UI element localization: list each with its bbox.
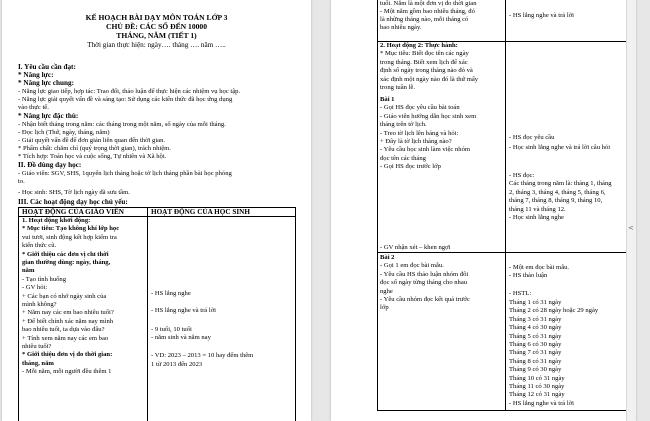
text-line: - HS đọc: bbox=[509, 172, 535, 179]
text-line: Tháng 10 có 31 ngày bbox=[509, 374, 565, 382]
section-requirements: I. Yêu cầu cần đạt: bbox=[18, 63, 76, 71]
text-line: + Năm nay các em bao nhiêu tuổi? bbox=[22, 309, 114, 317]
text-line: tuổi. Năm là một đơn vị đo thời gian bbox=[380, 0, 477, 7]
text-line: nhiêu tuổi? bbox=[22, 343, 52, 350]
text-line: * Giới thiệu đơn vị đo thời gian: bbox=[22, 351, 113, 359]
text-line: tháng 11 và tháng 12. bbox=[509, 205, 566, 213]
text-line: - Năng lực giải quyết vấn đề và sáng tạo: Sử dụng các kiến thức đã học ứng dụng bbox=[18, 96, 233, 103]
text-line: - Năng lực giao tiếp, hợp tác: Trao đổi, thảo luận để thực hiện các nhiệm vụ học tập. bbox=[18, 88, 241, 95]
text-line: Tháng 2 có 28 ngày hoặc 29 ngày bbox=[509, 307, 599, 315]
text-line: - Gọi 1 em đọc bài mẫu. bbox=[380, 262, 444, 270]
text-line: - Mỗi năm, mỗi người đều thêm 1 bbox=[22, 368, 112, 376]
topic-title: CHỦ ĐỀ: CÁC SỐ ĐẾN 10000 bbox=[105, 22, 208, 31]
text-line: - GV hỏi: bbox=[22, 284, 48, 292]
table-divider bbox=[505, 0, 506, 411]
text-line: trong tuần lễ. bbox=[380, 84, 415, 91]
text-line: - năm sinh và năm nay bbox=[151, 334, 211, 341]
text-line: - HSTL: bbox=[509, 290, 532, 297]
text-line: Tháng 8 có 31 ngày bbox=[509, 357, 562, 365]
text-line: tháng 7, tháng 8, tháng 9, tháng 10, bbox=[509, 197, 603, 205]
section-activities: III. Các hoạt động dạy học chủ yếu: bbox=[18, 198, 128, 206]
text-line: vui tươi, sinh động kết hợp kiểm tra bbox=[22, 233, 117, 241]
text-line: Các tháng trong năm là: tháng 1, tháng bbox=[509, 180, 612, 188]
text-line: kiến thức cũ. bbox=[22, 242, 57, 250]
text-line: 2. Hoạt động 2: Thực hành: bbox=[380, 42, 458, 49]
text-line: - Nhận biết tháng trong năm: các tháng trong một năm, số ngày của mỗi tháng. bbox=[18, 121, 226, 128]
text-line: 2, tháng 3, tháng 4, tháng 5, tháng 6, bbox=[509, 188, 606, 196]
lesson-title: KẾ HOẠCH BÀI DẠY MÔN TOÁN LỚP 3 bbox=[85, 13, 228, 22]
text-line: - HS lắng nghe và trả lời bbox=[151, 307, 217, 314]
text-line: - HS thảo luận bbox=[509, 272, 548, 280]
text-line: tháng trên tờ lịch. bbox=[380, 121, 427, 129]
section-materials: II. Đồ dùng dạy học: bbox=[18, 161, 82, 169]
text-line: là những tháng nào, mỗi tháng có bbox=[380, 16, 469, 23]
text-line: - Gọi HS đọc yêu cầu bài toán bbox=[380, 104, 460, 112]
heading-nl-dac-thu: * Năng lực đặc thù: bbox=[18, 112, 79, 120]
text-line: * Tích hợp: Toán học và cuộc sống, Tự nhiên và Xã hội. bbox=[18, 153, 167, 160]
text-line: bao nhiêu tuổi, ta dựa vào đâu? bbox=[22, 326, 105, 334]
text-line: Tháng 6 có 30 ngày bbox=[509, 341, 562, 348]
text-line: * Mục tiêu: Tạo không khí lớp học bbox=[22, 225, 120, 233]
text-line: Tháng 3 có 31 ngày bbox=[509, 315, 562, 323]
text-line: gian thường dùng: ngày, tháng, bbox=[22, 259, 111, 266]
text-line: Tháng 12 có 31 ngày bbox=[509, 391, 565, 399]
text-line: bao nhiêu ngày. bbox=[380, 24, 422, 31]
row-rule bbox=[377, 252, 633, 253]
text-line: Bài 1 bbox=[380, 96, 395, 103]
text-line: mình không? bbox=[22, 301, 57, 308]
text-line: năm bbox=[22, 267, 35, 275]
text-line: - Một em đọc bài mẫu. bbox=[509, 264, 570, 271]
table-divider bbox=[147, 207, 148, 421]
text-line: - Đọc lịch (Thứ, ngày, tháng, năm) bbox=[18, 129, 110, 136]
text-line: - Học sinh: SHS, Tờ lịch ngày đã sưu tầm. bbox=[18, 189, 130, 196]
text-line: - Tạo tình huống bbox=[22, 275, 67, 283]
vertical-scrollbar[interactable] bbox=[626, 0, 636, 421]
text-line: đọc tên các tháng bbox=[380, 154, 426, 162]
text-line: - VD: 2023 – 2013 = 10 hay đếm thêm bbox=[151, 352, 254, 359]
lesson-subtitle: THÁNG, NĂM (TIẾT 1) bbox=[116, 31, 197, 40]
text-line: - Yêu cầu nhóm đọc kết quả trước bbox=[380, 296, 470, 303]
text-line: - Yêu cầu học sinh làm việc nhóm bbox=[380, 146, 471, 154]
text-line: Tháng 4 có 30 ngày bbox=[509, 324, 562, 332]
text-line: - 9 tuổi, 10 tuổi bbox=[151, 326, 192, 333]
time-line: Thời gian thực hiện: ngày…. tháng …. năm ….. bbox=[87, 41, 226, 49]
text-line: - HS lắng nghe bbox=[151, 290, 191, 297]
text-line: - Giáo viên: SGV, SHS, 1quyển lịch tháng hoặc tờ lịch tháng phần bài học phóng bbox=[18, 170, 232, 177]
col-header-teacher: HOẠT ĐỘNG CỦA GIÁO VIÊN bbox=[22, 208, 124, 216]
text-line: định số ngày trong tháng nào đó và bbox=[380, 67, 473, 75]
scroll-left-arrow-icon[interactable]: < bbox=[628, 224, 634, 232]
text-line: - Một năm gồm bao nhiêu tháng, đó bbox=[380, 8, 475, 15]
text-line: Tháng 1 có 31 ngày bbox=[509, 299, 562, 306]
text-line: + Để biết chính xác năm nay mình bbox=[22, 317, 114, 325]
text-line: - GV nhận xét – khen ngợi bbox=[380, 244, 451, 251]
text-line: - HS đọc yêu cầu bbox=[509, 134, 555, 141]
text-line: đọc số ngày từng tháng cho nhau bbox=[380, 279, 468, 287]
text-line: - Giáo viên hướng dẫn học sinh xem bbox=[380, 112, 477, 120]
text-line: - Gọi HS đọc trước lớp bbox=[380, 163, 441, 171]
text-line: - Treo tờ lịch lên bảng và hỏi: bbox=[380, 129, 459, 137]
heading-nang-luc: * Năng lực: bbox=[18, 71, 54, 79]
text-line: nghe bbox=[380, 287, 393, 295]
text-line: to. bbox=[18, 178, 25, 185]
text-line: + Đây là tờ lịch tháng nào? bbox=[380, 138, 452, 145]
document-page-right bbox=[331, 0, 636, 421]
text-line: - HS lắng nghe và trả lời bbox=[509, 400, 575, 407]
text-line: 1. Hoạt động khởi động: bbox=[22, 217, 91, 224]
text-line: Bài 2 bbox=[380, 254, 395, 261]
text-line: - Yêu cầu HS thảo luận nhóm đôi bbox=[380, 270, 469, 278]
text-line: tháng, năm bbox=[22, 359, 54, 367]
text-line: vào thực tế. bbox=[18, 104, 49, 111]
text-line: xác định một ngày nào đó là thứ mấy bbox=[380, 75, 479, 83]
text-line: 1 từ 2013 đến 2023 bbox=[151, 361, 203, 368]
text-line: trong tháng. Biết xem lịch để xác bbox=[380, 58, 468, 66]
document-page-left bbox=[2, 0, 311, 421]
text-line: + Các bạn có nhớ ngày sinh của bbox=[22, 292, 107, 300]
heading-nl-chung: * Năng lực chung: bbox=[18, 79, 75, 87]
text-line: - Học sinh lắng nghe và trả lời câu hỏi bbox=[509, 144, 611, 151]
text-line: Tháng 9 có 30 ngày bbox=[509, 366, 562, 374]
text-line: Tháng 11 có 30 ngày bbox=[509, 383, 565, 390]
text-line: - HS lắng nghe và trả lời bbox=[509, 12, 575, 19]
text-line: * Giới thiệu các đơn vị chỉ thời bbox=[22, 250, 109, 258]
text-line: Tháng 5 có 31 ngày bbox=[509, 332, 562, 340]
text-line: Tháng 7 có 31 ngày bbox=[509, 349, 562, 357]
text-line: * Phẩm chất: chăm chỉ (quý trọng thời gian), trách nhiệm. bbox=[18, 145, 171, 152]
text-line: + Tính xem năm nay các em bao bbox=[22, 334, 109, 342]
text-line: lớp bbox=[380, 304, 389, 312]
text-line: - Giải quyết vấn đề để đơn giản liên quan đến thời gian. bbox=[18, 137, 166, 144]
text-line: - Học sinh lắng nghe bbox=[509, 214, 564, 221]
col-header-student: HOẠT ĐỘNG CỦA HỌC SINH bbox=[151, 208, 250, 216]
text-line: * Mục tiêu: Biết đọc tên các ngày bbox=[380, 50, 469, 58]
